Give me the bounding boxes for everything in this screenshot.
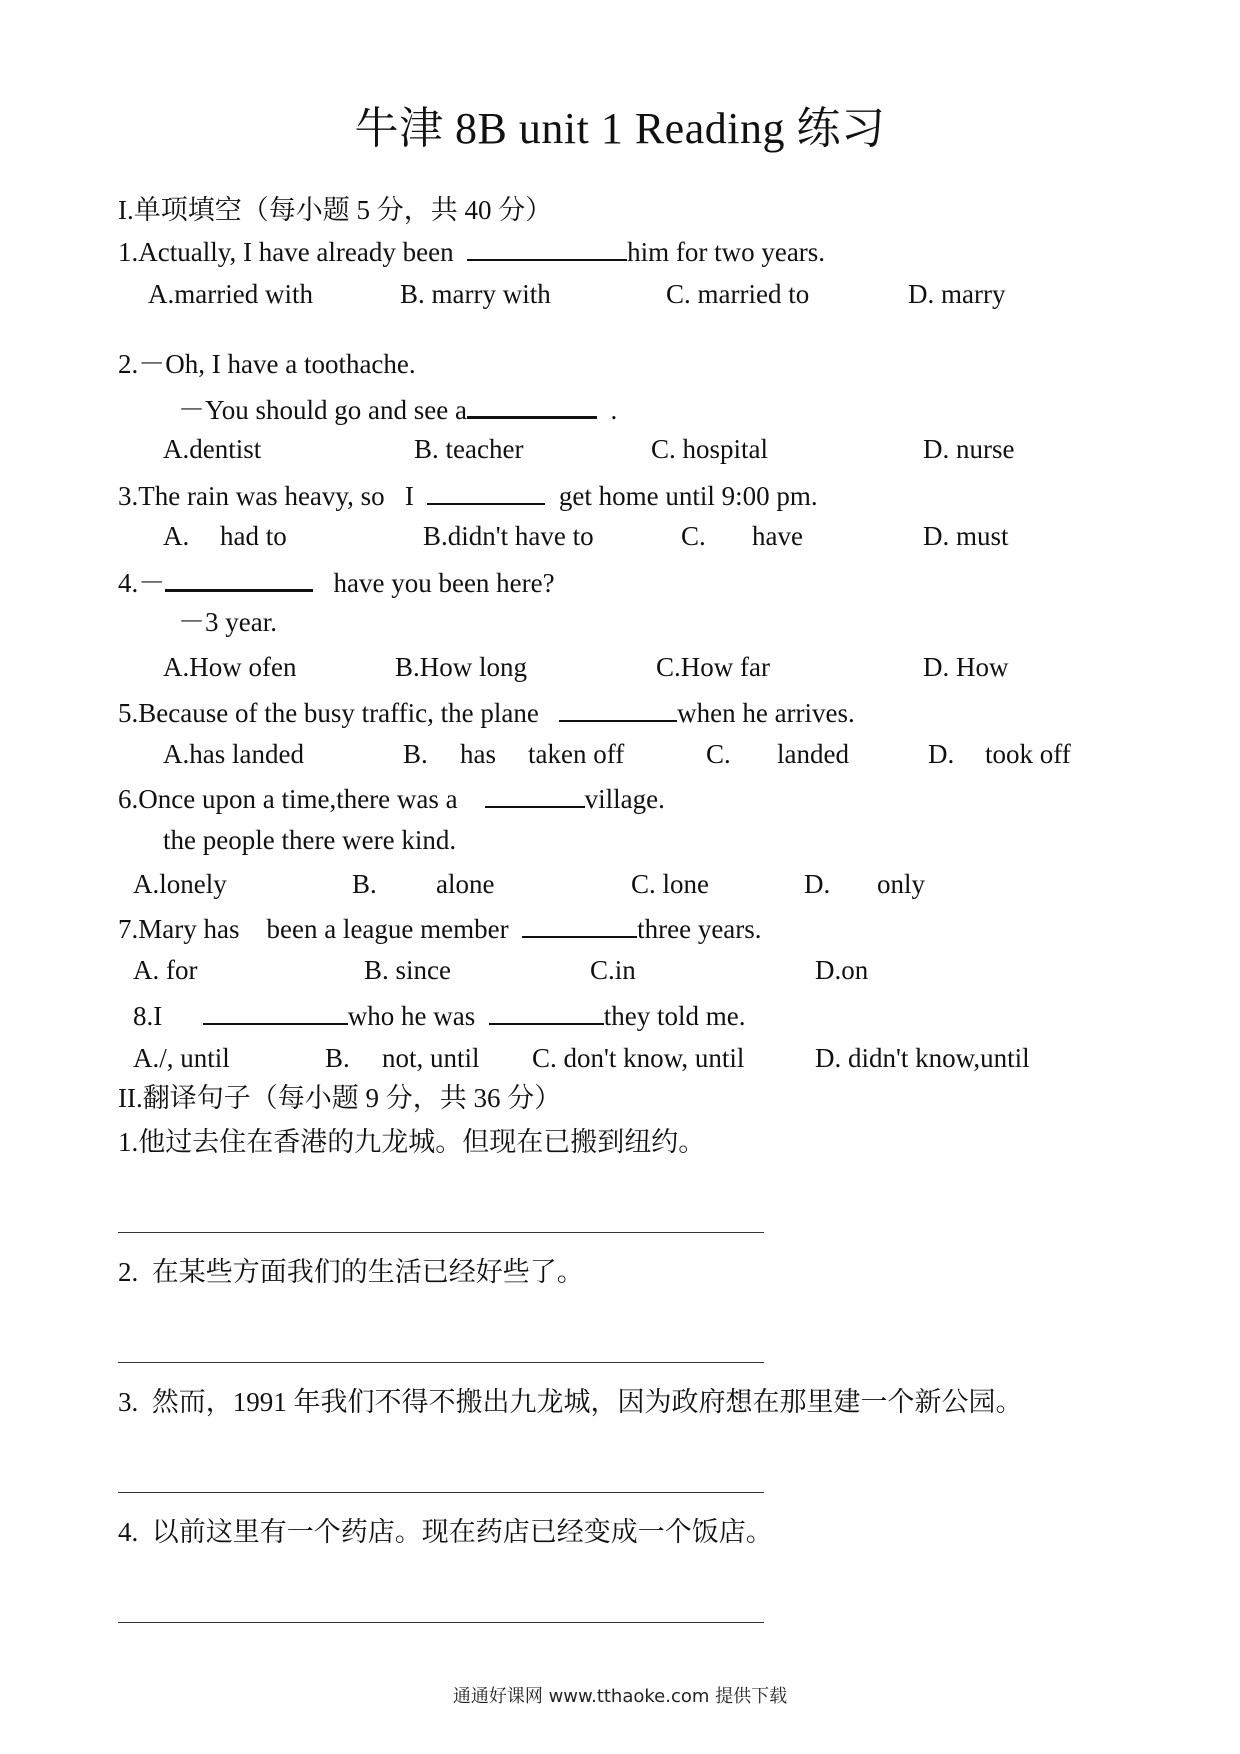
option: B.How long bbox=[395, 652, 528, 682]
option: B. bbox=[325, 1043, 350, 1073]
question-text: 5.Because of the busy traffic, the plane bbox=[118, 698, 539, 728]
question-text: get home until 9:00 pm. bbox=[558, 481, 818, 511]
question-text: who he was bbox=[347, 1001, 476, 1031]
option: D. How bbox=[923, 652, 1009, 682]
question-4-line2: －3 year. bbox=[178, 607, 277, 637]
option: A./, until bbox=[133, 1043, 230, 1073]
page-footer: 通通好课网 www.tthaoke.com 提供下载 bbox=[452, 1686, 788, 1707]
question-4-line1 bbox=[118, 563, 555, 600]
page-title: 牛津 8B unit 1 Reading 练习 bbox=[354, 104, 886, 153]
question-text: three years. bbox=[637, 914, 762, 944]
option: A.dentist bbox=[163, 434, 262, 464]
option: C. don't know, until bbox=[532, 1043, 745, 1073]
question-5-stem bbox=[118, 694, 855, 730]
option: D. bbox=[928, 739, 955, 769]
question-text: they told me. bbox=[603, 1001, 746, 1031]
answer-line bbox=[118, 1362, 764, 1363]
option: B. marry with bbox=[400, 279, 551, 309]
option: landed bbox=[777, 739, 849, 769]
option: D.on bbox=[815, 955, 869, 985]
answer-blank bbox=[485, 780, 585, 808]
answer-blank bbox=[559, 694, 677, 722]
option: B. since bbox=[364, 955, 451, 985]
question-3-stem bbox=[118, 477, 818, 513]
question-text: when he arrives. bbox=[677, 698, 855, 728]
option: D. didn't know,until bbox=[815, 1043, 1030, 1073]
option: C.in bbox=[590, 955, 636, 985]
question-2-line2 bbox=[178, 390, 617, 427]
question-8-stem bbox=[133, 997, 745, 1033]
translation-item: 2. 在某些方面我们的生活已经好些了。 bbox=[118, 1257, 584, 1287]
option: took off bbox=[985, 739, 1071, 769]
answer-blank bbox=[489, 997, 604, 1025]
translation-item: 1.他过去住在香港的九龙城。但现在已搬到纽约。 bbox=[118, 1127, 706, 1157]
translation-item: 4. 以前这里有一个药店。现在药店已经变成一个饭店。 bbox=[118, 1517, 773, 1547]
question-1-stem bbox=[118, 233, 825, 269]
option: alone bbox=[436, 869, 495, 899]
option: B. bbox=[403, 739, 428, 769]
question-text: 3.The rain was heavy, so bbox=[118, 481, 385, 511]
option: C. lone bbox=[631, 869, 709, 899]
answer-blank bbox=[522, 910, 637, 938]
option: have bbox=[752, 521, 803, 551]
option: A. bbox=[163, 521, 190, 551]
option: not, until bbox=[382, 1043, 480, 1073]
section-heading: I.单项填空（每小题 5 分，共 40 分） bbox=[118, 195, 553, 225]
question-6-line2: the people there were kind. bbox=[163, 825, 457, 855]
option: C. bbox=[706, 739, 731, 769]
question-text: －You should go and see a bbox=[178, 395, 467, 425]
option: A.has landed bbox=[163, 739, 304, 769]
answer-line bbox=[118, 1232, 764, 1233]
option: C.How far bbox=[656, 652, 770, 682]
option: had to bbox=[220, 521, 287, 551]
question-text: 1.Actually, I have already been bbox=[118, 237, 454, 267]
option: B. bbox=[352, 869, 377, 899]
answer-blank bbox=[467, 233, 627, 261]
question-text: 4.－ bbox=[118, 568, 166, 598]
answer-line bbox=[118, 1622, 764, 1623]
answer-blank bbox=[165, 563, 313, 592]
translation-item: 3. 然而，1991 年我们不得不搬出九龙城，因为政府想在那里建一个新公园。 bbox=[118, 1387, 1023, 1417]
question-text: 8.I bbox=[133, 1001, 163, 1031]
option: D. marry bbox=[908, 279, 1006, 309]
option: C. bbox=[681, 521, 706, 551]
option: A.lonely bbox=[133, 869, 227, 899]
option: A. for bbox=[133, 955, 198, 985]
option: B.didn't have to bbox=[423, 521, 594, 551]
question-text: him for two years. bbox=[627, 237, 826, 267]
option: has bbox=[460, 739, 496, 769]
option: only bbox=[877, 869, 926, 899]
answer-blank bbox=[467, 390, 597, 419]
option: D. bbox=[804, 869, 831, 899]
question-text: been a league member bbox=[266, 914, 509, 944]
option: taken off bbox=[528, 739, 625, 769]
question-text: village. bbox=[584, 784, 665, 814]
option: A.married with bbox=[148, 279, 313, 309]
answer-line bbox=[118, 1492, 764, 1493]
option: C. married to bbox=[666, 279, 810, 309]
question-6-stem bbox=[118, 780, 665, 816]
option: D. must bbox=[923, 521, 1009, 551]
section-heading: II.翻译句子（每小题 9 分，共 36 分） bbox=[118, 1083, 562, 1113]
question-7-stem bbox=[118, 910, 762, 946]
question-text: 7.Mary has bbox=[118, 914, 240, 944]
option: A.How ofen bbox=[163, 652, 297, 682]
answer-blank bbox=[427, 477, 545, 505]
option: B. teacher bbox=[414, 434, 524, 464]
answer-blank bbox=[203, 997, 348, 1025]
question-text: I bbox=[404, 481, 414, 511]
option: C. hospital bbox=[651, 434, 769, 464]
question-text: 6.Once upon a time,there was a bbox=[118, 784, 458, 814]
question-2-line1: 2.－Oh, I have a toothache. bbox=[118, 349, 416, 379]
question-text: . bbox=[610, 395, 618, 425]
option: D. nurse bbox=[923, 434, 1015, 464]
question-text: have you been here? bbox=[333, 568, 555, 598]
